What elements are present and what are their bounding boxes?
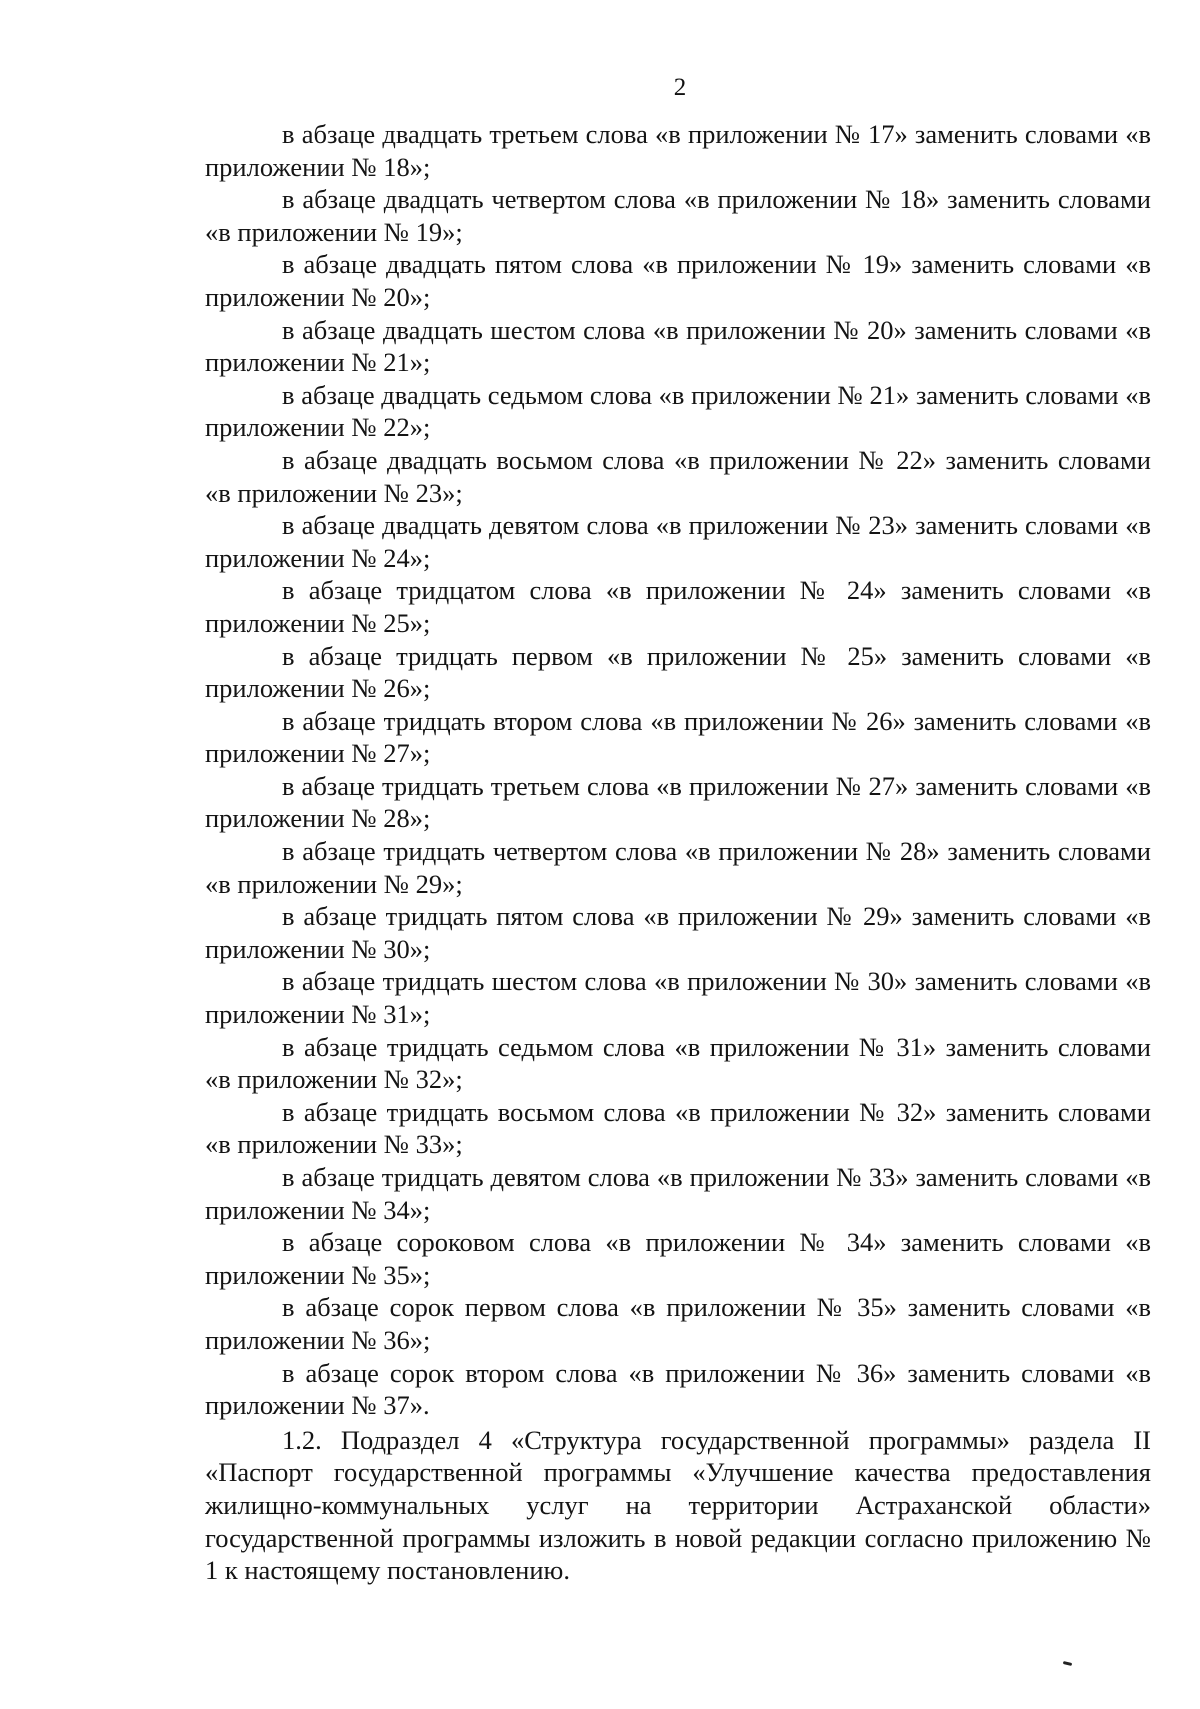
paragraph: в абзаце двадцать четвертом слова «в приложении № 18» заменить словами «в приложении № 19»; [205,184,1151,247]
paragraph: в абзаце тридцать девятом слова «в приложении № 33» заменить словами «в приложении № 34»; [205,1162,1151,1225]
paragraph: в абзаце двадцать седьмом слова «в приложении № 21» заменить словами «в приложении № 22»; [205,379,1151,443]
paragraph: в абзаце тридцать пятом слова «в приложении № 29» заменить словами «в приложении № 30»; [205,901,1151,964]
paragraph: в абзаце сорок втором слова «в приложении № 36» заменить словами «в приложении № 37». [205,1357,1151,1421]
paragraph: в абзаце тридцать первом «в приложении № 25» заменить словами «в приложении № 26»; [205,640,1151,704]
paragraph: в абзаце тридцатом слова «в приложении № 24» заменить словами «в приложении № 25»; [205,575,1151,638]
paragraph-section-1-2: 1.2. Подраздел 4 «Структура государственной программы» раздела II «Паспорт государственной программы «Улучшение качества предоставления жилищно-коммунальных услуг на территории Астраханской области» государственной программы изложить в новой редакции согласно приложению № 1 к настоящему постановлению. [205,1424,1151,1586]
paragraph: в абзаце двадцать пятом слова «в приложении № 19» заменить словами «в приложении № 20»; [205,249,1151,312]
paragraph: в абзаце тридцать третьем слова «в приложении № 27» заменить словами «в приложении № 28»; [205,770,1151,834]
document-body [205,118,1151,1587]
paragraph: в абзаце тридцать шестом слова «в приложении № 30» заменить словами «в приложении № 31»; [205,966,1151,1030]
paragraph: в абзаце тридцать четвертом слова «в приложении № 28» заменить словами «в приложении № 29»; [205,836,1151,899]
paragraph: в абзаце тридцать восьмом слова «в приложении № 32» заменить словами «в приложении № 33»; [205,1096,1151,1160]
paragraph: в абзаце тридцать втором слова «в приложении № 26» заменить словами «в приложении № 27»; [205,705,1151,769]
paragraph: в абзаце сороковом слова «в приложении № 34» заменить словами «в приложении № 35»; [205,1227,1151,1290]
paragraph: в абзаце двадцать шестом слова «в приложении № 20» заменить словами «в приложении № 21»; [205,314,1151,378]
paragraph: в абзаце двадцать восьмом слова «в приложении № 22» заменить словами «в приложении № 23»; [205,444,1151,508]
page-number: 2 [673,74,687,101]
paragraph: в абзаце двадцать третьем слова «в приложении № 17» заменить словами «в приложении № 18»; [205,119,1151,182]
paragraph: в абзаце тридцать седьмом слова «в приложении № 31» заменить словами «в приложении № 32»; [205,1031,1151,1095]
paragraph: в абзаце двадцать девятом слова «в приложении № 23» заменить словами «в приложении № 24»; [205,510,1151,573]
paragraph: в абзаце сорок первом слова «в приложении № 35» заменить словами «в приложении № 36»; [205,1292,1151,1355]
scan-mark [1063,1661,1072,1666]
